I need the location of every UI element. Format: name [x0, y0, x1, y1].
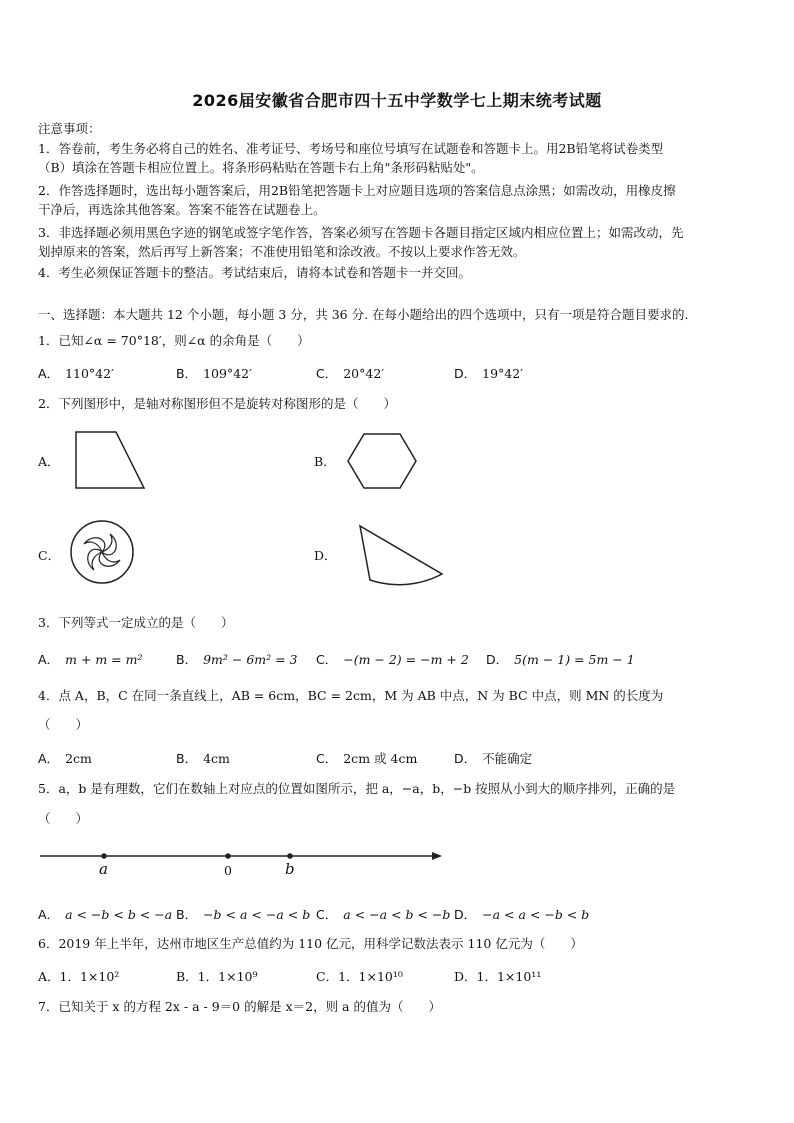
q5-stem: 5．a，b 是有理数，它们在数轴上对应点的位置如图所示，把 a，−a，b，−b 按照从小到大的顺序排列，正确的是	[38, 781, 676, 796]
page-title: 2026届安徽省合肥市四十五中学数学七上期末统考试题	[192, 91, 602, 110]
q6-option-a[interactable]: A．1．1×10²	[38, 969, 120, 984]
option-value: 5(m − 1) = 5m − 1	[514, 652, 635, 667]
option-value: 20°42′	[343, 366, 385, 381]
q1-option-a[interactable]	[38, 364, 114, 382]
option-value: a < −a < b < −b	[343, 907, 451, 922]
trapezoid-figure[interactable]	[70, 428, 150, 494]
option-value: 2cm 或 4cm	[343, 751, 418, 766]
q4-option-b[interactable]	[176, 749, 230, 767]
option-key: B．	[176, 652, 198, 667]
option-key: C．	[316, 366, 338, 381]
q2-label-b: B．	[314, 454, 336, 469]
option-key: B．	[176, 366, 198, 381]
q5-option-a[interactable]	[38, 905, 172, 923]
option-key: D．	[454, 907, 477, 922]
option-key: D．	[486, 652, 509, 667]
q2-stem: 2．下列图形中，是轴对称图形但不是旋转对称图形的是（ ）	[38, 396, 396, 411]
number-line	[36, 846, 448, 880]
q4-option-d[interactable]	[454, 749, 532, 767]
q7-stem: 7．已知关于 x 的方程 2x - a - 9＝0 的解是 x＝2，则 a 的值为（ ）	[38, 999, 441, 1014]
note-2b: 干净后，再选涂其他答案。答案不能答在试题卷上。	[38, 202, 326, 217]
option-key: A．	[38, 366, 60, 381]
option-value: −b < a < −a < b	[203, 907, 311, 922]
note-3a: 3．非选择题必须用黑色字迹的钢笔或签字笔作答，答案必须写在答题卡各题目指定区域内相应位置上；如需改动，先	[38, 225, 684, 240]
option-key: D．	[454, 366, 477, 381]
option-key: C．	[316, 751, 338, 766]
option-key: A．	[38, 751, 60, 766]
q5-option-c[interactable]	[316, 905, 450, 923]
q3-option-b[interactable]	[176, 650, 298, 668]
option-key: B．	[176, 751, 198, 766]
q3-stem: 3．下列等式一定成立的是（ ）	[38, 615, 234, 630]
option-value: 109°42′	[203, 366, 252, 381]
option-value: 19°42′	[482, 366, 524, 381]
axis-label-b: b	[285, 860, 295, 878]
option-key: A．	[38, 907, 60, 922]
q3-option-c[interactable]	[316, 650, 469, 668]
axis-label-a: a	[99, 860, 108, 878]
sector-figure[interactable]	[350, 518, 446, 590]
option-key: B．	[176, 907, 198, 922]
note-1a: 1．答卷前，考生务必将自己的姓名、准考证号、考场号和座位号填写在试题卷和答题卡上。用2B铅笔将试卷类型	[38, 141, 664, 156]
option-value: a < −b < b < −a	[65, 907, 173, 922]
q1-option-c[interactable]	[316, 364, 384, 382]
q2-label-d: D．	[314, 548, 337, 563]
section-heading: 一、选择题：本大题共 12 个小题，每小题 3 分，共 36 分. 在每小题给出的四个选项中，只有一项是符合题目要求的.	[38, 307, 689, 322]
q5-stem-blank: （ ）	[38, 811, 89, 826]
note-4: 4．考生必须保证答题卡的整洁。考试结束后，请将本试卷和答题卡一并交回。	[38, 265, 471, 280]
q4-option-a[interactable]	[38, 749, 92, 767]
q2-label-c: C．	[38, 548, 61, 563]
q4-option-c[interactable]	[316, 749, 417, 767]
option-value: 110°42′	[65, 366, 114, 381]
option-key: C．	[316, 907, 338, 922]
q6-option-d[interactable]: D．1．1×10¹¹	[454, 969, 542, 984]
q1-option-d[interactable]	[454, 364, 523, 382]
note-2a: 2．作答选择题时，选出每小题答案后，用2B铅笔把答题卡上对应题目选项的答案信息点涂黑；如需改动，用橡皮擦	[38, 183, 676, 198]
q3-option-d[interactable]	[486, 650, 635, 668]
q2-label-a: A．	[38, 454, 60, 469]
option-value: 9m² − 6m² = 3	[203, 652, 298, 667]
option-value: m + m = m²	[65, 652, 143, 667]
axis-label-zero: 0	[224, 863, 232, 878]
option-key: D．	[454, 751, 477, 766]
q5-option-b[interactable]	[176, 905, 310, 923]
option-value: 2cm	[65, 751, 92, 766]
note-3b: 划掉原来的答案，然后再写上新答案；不准使用铅笔和涂改液。不按以上要求作答无效。	[38, 244, 526, 259]
q6-stem: 6．2019 年上半年，达州市地区生产总值约为 110 亿元，用科学记数法表示 110 亿元为（ ）	[38, 936, 583, 951]
q4-stem: 4．点 A，B，C 在同一条直线上，AB = 6cm，BC = 2cm，M 为 AB 中点，N 为 BC 中点，则 MN 的长度为	[38, 688, 664, 703]
option-key: C．	[316, 652, 338, 667]
option-value: 不能确定	[482, 751, 533, 766]
option-value: −a < a < −b < b	[482, 907, 590, 922]
q3-option-a[interactable]	[38, 650, 142, 668]
hexagon-figure[interactable]	[346, 428, 420, 494]
q5-option-d[interactable]	[454, 905, 589, 923]
option-key: A．	[38, 652, 60, 667]
q4-stem-blank: （ ）	[38, 717, 89, 732]
q6-option-b[interactable]: B．1．1×10⁹	[176, 969, 258, 984]
note-1b: （B）填涂在答题卡相应位置上。将条形码粘贴在答题卡右上角"条形码粘贴处"。	[38, 160, 484, 175]
option-value: 4cm	[203, 751, 230, 766]
q1-stem: 1．已知∠α = 70°18′，则∠α 的余角是（ ）	[38, 333, 310, 348]
q1-option-b[interactable]	[176, 364, 252, 382]
option-value: −(m − 2) = −m + 2	[343, 652, 469, 667]
q6-option-c[interactable]: C．1．1×10¹⁰	[316, 969, 403, 984]
pinwheel-circle-figure[interactable]	[68, 518, 136, 586]
notes-heading: 注意事项：	[38, 121, 101, 136]
